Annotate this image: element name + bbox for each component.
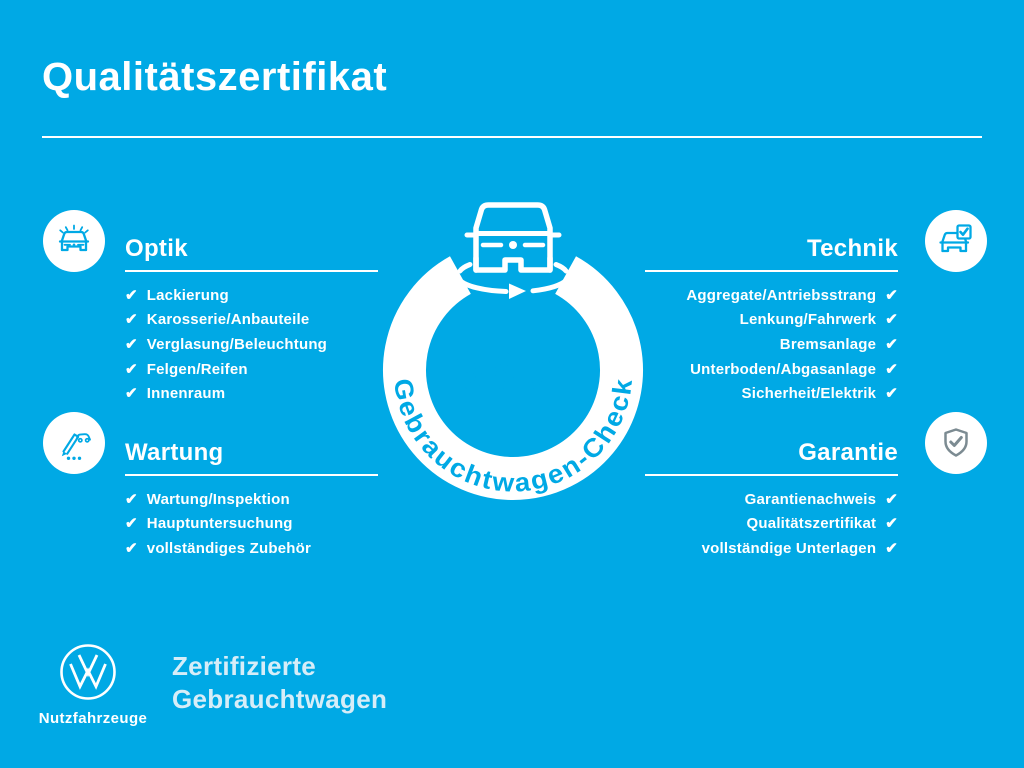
checklist-item bbox=[645, 381, 898, 406]
check-icon: ✔ bbox=[885, 286, 898, 304]
tagline-line1: Zertifizierte bbox=[172, 651, 317, 681]
checklist-item-label: vollständige Unterlagen bbox=[701, 539, 877, 557]
pen-service-icon bbox=[54, 423, 94, 463]
checklist-item-label: Innenraum bbox=[146, 385, 226, 403]
checklist-item bbox=[125, 381, 378, 406]
check-icon: ✔ bbox=[885, 335, 898, 353]
checklist-item-label: Karosserie/Anbauteile bbox=[146, 311, 310, 329]
checklist-item-label: Unterboden/Abgasanlage bbox=[690, 360, 877, 378]
heading-divider bbox=[645, 474, 898, 476]
checklist-item bbox=[125, 357, 378, 382]
checklist-item-label: Wartung/Inspektion bbox=[146, 490, 290, 508]
technik-badge bbox=[925, 210, 987, 272]
section-optik bbox=[125, 236, 378, 406]
check-icon: ✔ bbox=[885, 385, 898, 403]
check-icon: ✔ bbox=[885, 539, 898, 557]
tagline-line2: Gebrauchtwagen bbox=[172, 684, 388, 714]
checklist-item bbox=[645, 283, 898, 308]
check-icon: ✔ bbox=[125, 515, 138, 533]
checklist-item-label: Garantienachweis bbox=[744, 490, 877, 508]
section-technik bbox=[645, 236, 898, 406]
heading-divider bbox=[645, 270, 898, 272]
checklist-item-label: Sicherheit/Elektrik bbox=[741, 385, 877, 403]
optik-badge bbox=[43, 210, 105, 272]
section-garantie bbox=[645, 440, 898, 561]
car-shine-icon bbox=[54, 221, 94, 261]
vw-logo bbox=[58, 642, 118, 702]
checklist-item-label: vollständiges Zubehör bbox=[146, 539, 312, 557]
checklist-item-label: Hauptuntersuchung bbox=[146, 515, 293, 533]
check-icon: ✔ bbox=[125, 311, 138, 329]
checklist-item bbox=[645, 332, 898, 357]
checklist bbox=[125, 283, 378, 406]
car-emblem-dot bbox=[509, 241, 517, 249]
checklist-item bbox=[645, 512, 898, 537]
check-icon: ✔ bbox=[885, 360, 898, 378]
tagline bbox=[172, 650, 387, 716]
heading-divider bbox=[125, 474, 378, 476]
brand-wordmark: Nutzfahrzeuge bbox=[38, 710, 148, 727]
checklist-item bbox=[125, 308, 378, 333]
checklist-item-label: Aggregate/Antriebsstrang bbox=[686, 286, 877, 304]
section-heading: Garantie bbox=[798, 439, 898, 466]
checklist bbox=[125, 487, 378, 561]
section-heading: Wartung bbox=[125, 439, 224, 466]
check-icon: ✔ bbox=[125, 360, 138, 378]
shield-check-icon bbox=[936, 423, 976, 463]
check-icon: ✔ bbox=[125, 335, 138, 353]
checklist-item bbox=[645, 308, 898, 333]
check-360-graphic bbox=[363, 190, 663, 520]
check-icon: ✔ bbox=[885, 515, 898, 533]
checklist-item-label: Lackierung bbox=[146, 286, 229, 304]
check-icon: ✔ bbox=[885, 490, 898, 508]
checklist-item-label: Lenkung/Fahrwerk bbox=[739, 311, 877, 329]
checklist-item bbox=[645, 487, 898, 512]
checklist-item-label: Bremsanlage bbox=[779, 335, 877, 353]
checklist-item-label: Verglasung/Beleuchtung bbox=[146, 335, 328, 353]
checklist-item bbox=[125, 536, 378, 561]
title-divider bbox=[42, 136, 982, 138]
degree-label: 360° bbox=[455, 341, 569, 400]
checklist-item bbox=[125, 332, 378, 357]
check-icon: ✔ bbox=[125, 286, 138, 304]
checklist-item bbox=[645, 536, 898, 561]
section-heading: Optik bbox=[125, 235, 188, 262]
checklist bbox=[645, 283, 898, 406]
check-icon: ✔ bbox=[125, 539, 138, 557]
check-icon: ✔ bbox=[885, 311, 898, 329]
section-heading: Technik bbox=[806, 235, 898, 262]
page-title: Qualitätszertifikat bbox=[42, 55, 388, 99]
garantie-badge bbox=[925, 412, 987, 474]
checklist-item-label: Felgen/Reifen bbox=[146, 360, 248, 378]
check-icon: ✔ bbox=[125, 385, 138, 403]
checklist bbox=[645, 487, 898, 561]
rotation-arrowhead bbox=[509, 284, 526, 300]
section-wartung bbox=[125, 440, 378, 561]
checklist-item bbox=[645, 357, 898, 382]
wartung-badge bbox=[43, 412, 105, 474]
car-checklist-icon bbox=[936, 221, 976, 261]
checklist-item bbox=[125, 283, 378, 308]
heading-divider bbox=[125, 270, 378, 272]
checklist-item-label: Qualitätszertifikat bbox=[746, 515, 877, 533]
check-icon: ✔ bbox=[125, 490, 138, 508]
checklist-item bbox=[125, 487, 378, 512]
ring-label: Gebrauchtwagen-Check bbox=[387, 376, 639, 498]
checklist-item bbox=[125, 512, 378, 537]
